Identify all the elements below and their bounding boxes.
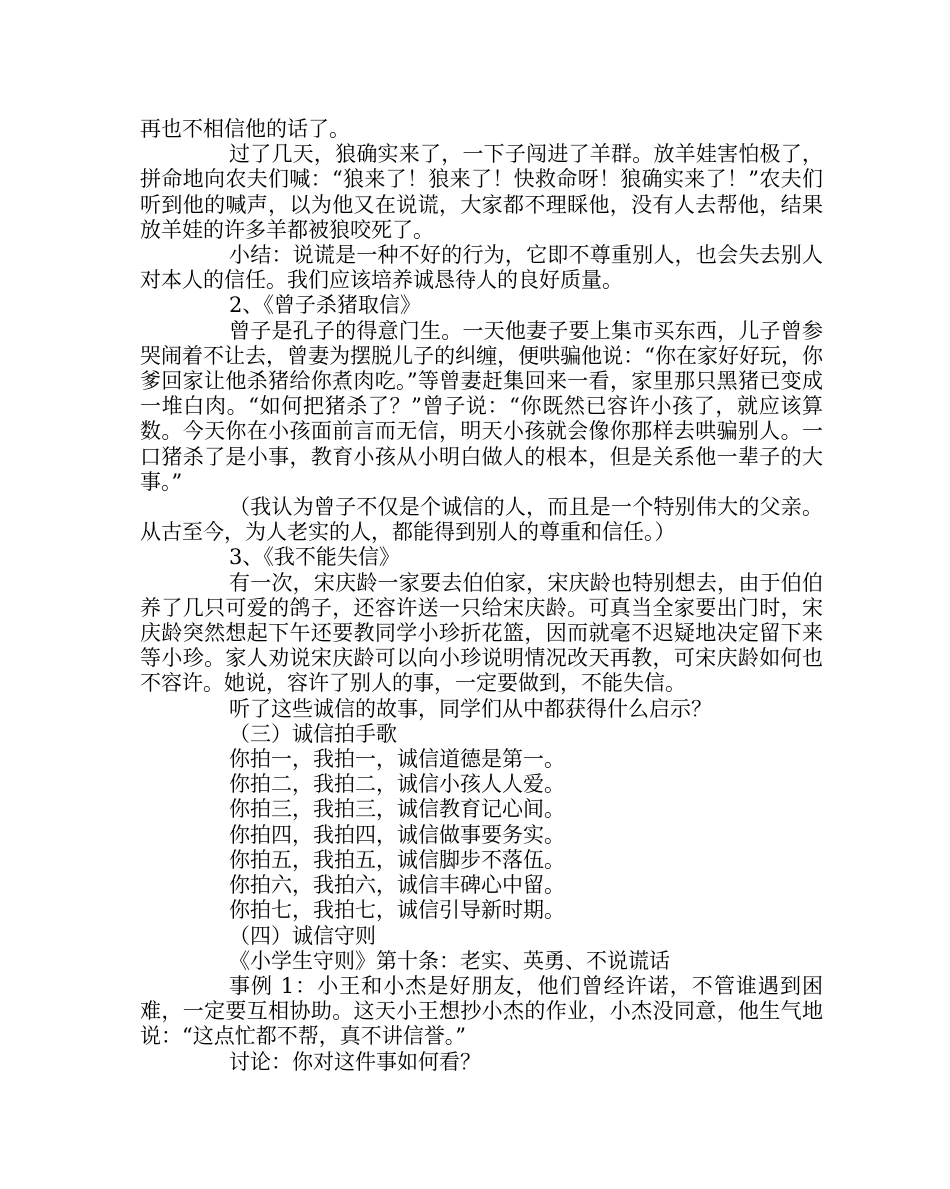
section-heading: （三）诚信拍手歌 <box>229 721 397 746</box>
paragraph: 有一次，宋庆龄一家要去伯伯家，宋庆龄也特别想去，由于伯伯养了几只可爱的鸽子，还容许送一只给宋庆龄。可真当全家要出门时，宋庆龄突然想起下午还要教同学小珍折花篮，因而就毫不迟疑地决定留下来等小珍。家人劝说宋庆龄可以向小珍说明情况改天再教，可宋庆龄如何也不容许。她说，容许了别人的事，一定要做到，不能失信。 <box>140 570 823 696</box>
song-line: 你拍七，我拍七，诚信引导新时期。 <box>229 898 565 923</box>
document-body <box>140 117 823 1075</box>
question-paragraph: 听了这些诚信的故事，同学们从中都获得什么启示？ <box>229 696 712 721</box>
song-line: 你拍六，我拍六，诚信丰碑心中留。 <box>229 873 565 898</box>
paragraph: （我认为曾子不仅是个诚信的人，而且是一个特别伟大的父亲。从古至今，为人老实的人，都能得到别人的尊重和信任。） <box>140 495 823 545</box>
song-line: 你拍一，我拍一，诚信道德是第一。 <box>229 747 565 772</box>
paragraph: 过了几天，狼确实来了，一下子闯进了羊群。放羊娃害怕极了，拼命地向农夫们喊：“狼来了！狼来了！快救命呀！狼确实来了！”农夫们听到他的喊声，以为他又在说谎，大家都不理睬他，没有人去帮他，结果放羊娃的许多羊都被狼咬死了。 <box>140 142 823 242</box>
summary-paragraph: 小结：说谎是一种不好的行为，它即不尊重别人，也会失去别人对本人的信任。我们应该培养诚恳待人的良好质量。 <box>140 243 823 293</box>
story-heading: 2、《曾子杀猪取信》 <box>229 293 421 318</box>
paragraph: 《小学生守则》第十条：老实、英勇、不说谎话 <box>229 948 670 973</box>
paragraph: 再也不相信他的话了。 <box>140 117 350 141</box>
song-line: 你拍五，我拍五，诚信脚步不落伍。 <box>229 847 565 872</box>
song-line: 你拍三，我拍三，诚信教育记心间。 <box>229 797 565 822</box>
example-paragraph: 事例 1：小王和小杰是好朋友，他们曾经许诺，不管谁遇到困难，一定要互相协助。这天小王想抄小杰的作业，小杰没同意，他生气地说：“这点忙都不帮，真不讲信誉。” <box>140 973 823 1049</box>
section-heading: （四）诚信守则 <box>229 923 376 948</box>
song-line: 你拍四，我拍四，诚信做事要务实。 <box>229 822 565 847</box>
song-line: 你拍二，我拍二，诚信小孩人人爱。 <box>229 772 565 797</box>
paragraph: 曾子是孔子的得意门生。一天他妻子要上集市买东西，儿子曾参哭闹着不让去，曾妻为摆脱儿子的纠缠，便哄骗他说：“你在家好好玩，你爹回家让他杀猪给你煮肉吃。”等曾妻赶集回来一看，家里那只黑猪已变成一堆白肉。“如何把猪杀了？”曾子说：“你既然已容许小孩了，就应该算数。今天你在小孩面前言而无信，明天小孩就会像你那样去哄骗别人。一口猪杀了是小事，教育小孩从小明白做人的根本，但是关系他一辈子的大事。” <box>140 318 823 494</box>
story-heading: 3、《我不能失信》 <box>229 545 400 570</box>
discussion-paragraph: 讨论：你对这件事如何看？ <box>229 1049 481 1074</box>
